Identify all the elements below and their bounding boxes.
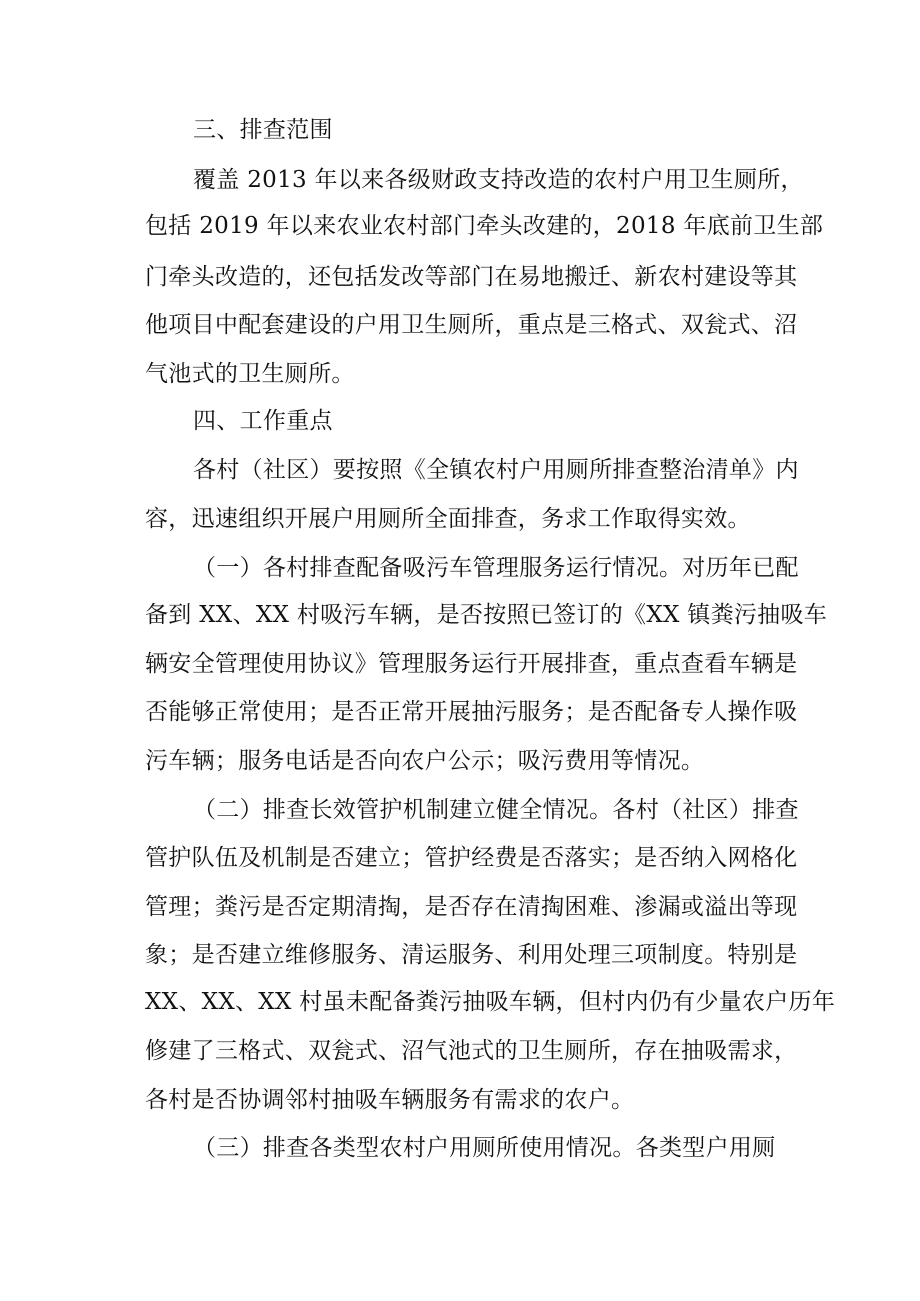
paragraph-line: 他项目中配套建设的户用卫生厕所，重点是三格式、双瓮式、沼 — [145, 312, 798, 338]
paragraph-line: 门牵头改造的，还包括发改等部门在易地搬迁、新农村建设等其 — [145, 264, 798, 290]
paragraph-line: 辆安全管理使用协议》管理服务运行开展排查，重点查看车辆是 — [145, 651, 798, 677]
paragraph-line: 容，迅速组织开展户用厕所全面排查，务求工作取得实效。 — [145, 506, 751, 532]
paragraph-line: 修建了三格式、双瓮式、沼气池式的卫生厕所，存在抽吸需求， — [145, 1038, 798, 1064]
paragraph-line: XX、XX、XX 村虽未配备粪污抽吸车辆，但村内仍有少量农户历年 — [145, 989, 836, 1015]
heading-scope: 三、排查范围 — [193, 117, 333, 143]
paragraph-line: 气池式的卫生厕所。 — [145, 361, 355, 387]
paragraph-line: 象；是否建立维修服务、清运服务、利用处理三项制度。特别是 — [145, 942, 798, 968]
paragraph-line: （三）排查各类型农村户用厕所使用情况。各类型户用厕 — [193, 1135, 776, 1161]
paragraph-line: 覆盖 2013 年以来各级财政支持改造的农村户用卫生厕所， — [193, 167, 804, 193]
paragraph-line: 污车辆；服务电话是否向农户公示；吸污费用等情况。 — [145, 748, 705, 774]
paragraph-line: 管护队伍及机制是否建立；管护经费是否落实；是否纳入网格化 — [145, 845, 798, 871]
paragraph-line: 管理；粪污是否定期清掏，是否存在清掏困难、渗漏或溢出等现 — [145, 894, 798, 920]
paragraph-line: （二）排查长效管护机制建立健全情况。各村（社区）排查 — [193, 797, 799, 823]
paragraph-line: （一）各村排查配备吸污车管理服务运行情况。对历年已配 — [193, 555, 799, 581]
paragraph-line: 备到 XX、XX 村吸污车辆，是否按照已签订的《XX 镇粪污抽吸车 — [145, 602, 828, 628]
paragraph-line: 包括 2019 年以来农业农村部门牵头改建的，2018 年底前卫生部 — [145, 213, 824, 239]
paragraph-line: 各村（社区）要按照《全镇农村户用厕所排查整治清单》内 — [193, 457, 799, 483]
heading-work-focus: 四、工作重点 — [193, 408, 333, 434]
paragraph-line: 否能够正常使用；是否正常开展抽污服务；是否配备专人操作吸 — [145, 699, 798, 725]
paragraph-line: 各村是否协调邻村抽吸车辆服务有需求的农户。 — [145, 1087, 635, 1113]
